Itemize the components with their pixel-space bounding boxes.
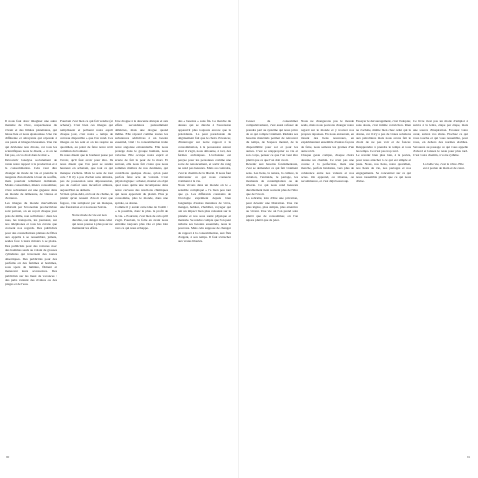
paragraph: Cesser de consommer compulsivement, c'est aussi refuser de prendre part au système qui nous prive de ce qui compte vraiment. Réduire ses besoins matériels permet de retrouver du temps, de l'espace mental, de la disponibilité pour soi et pour les autres. C'est se réapproprier sa vie et son corps, penser ce que l'on veut être plutôt que ce que l'on doit avoir. bbox=[246, 119, 298, 162]
paragraph: Si bien qu'au-delà, en bout de chaîne, le plaisir qu'on ressent d'avoir n'est que fugace, vite remplacé par un manque, une frustration et à nouveau l'envie. bbox=[60, 192, 113, 209]
paragraph: Les images du monde merveilleux véhiculé par l'économie productiviste sont partout, on en reçoit chaque jour près de mille, non sollicitées : dans les rues, les transports, les journaux, sur nos téléphones et tous les écrans que croisent nos regards. Des publicités pour des constellations plaines de filles aux apprêts à se ressembler, jamais, seules face à leurs miroirs à se plaire. Des publicités pour des voitures avec des hommes seuls au volant de grosses cylindrées qui traversent des routes désertiques. Des publicités pour des parfums où des femmes et hommes, sous spots de lumière, filment et menacent leurs accessoires. Des publicités sur les lieux de vacances : des pubs vantant des rivières ou des plages et de l'eau. bbox=[5, 200, 57, 287]
right-page-column-4 bbox=[413, 119, 468, 339]
page-number-left: 90 bbox=[6, 455, 10, 459]
page-gutter bbox=[238, 0, 239, 478]
pull-quote: La belle vie, c'est la vôtre. Elle est à portée de main et de cœur. bbox=[423, 161, 465, 170]
right-page-column-2 bbox=[301, 119, 354, 339]
paragraph: Il nous faut donc imaginer une autre manière de vivre, respectueuse du vivant et des limites planétaires, qui laisse lieu et nous épanouisse. Une vie différente et attrayante qui réponde à ces peurs et images blessantes. Une vie qui dévienne non dirons, car tous les scientifiques nous le disent, « si on ne fait pas, on va droit dans le mur ». bbox=[5, 119, 57, 158]
paragraph: des « besoins » sans fin. La marche du dessus qui se dérobe à l'ascension appauvrit plus toujours encore que la précédente. La peur paradoxale du dégrisement fait que le choix d'avancer, d'interroger sur notre rapport à la consommation, à la possession autour dont il s'agit, nous détourne, à tort, des fermes archaïques. L'ordonnée est perçue pour les personnes comme une sorte de renoncement, et sortir du rang ne rend pas heureux. Mais au contraire, c'est le chemin de la liberté. Il nous faut réinventer ce qui nous connecte vraiment à la vie. bbox=[178, 119, 231, 184]
left-page-column-4 bbox=[178, 119, 231, 339]
page-number-right: 91 bbox=[467, 455, 471, 459]
paragraph: La sobriété, loin d'être une privation, peut devenir une libération. Une vie plus légère, plus simple, plus attentive au vivant. Une vie où l'on prend soin plutôt que de consommer, où l'on répare plutôt que de jeter. bbox=[246, 196, 298, 222]
pull-quote: Notre mode de vie est non durable, son danger dans celui qui nous pousse à plus pour ne maintenir les effets. bbox=[72, 213, 113, 231]
paragraph: Essayer le découragement, c'est l'adopter, sans doute, c'est intime conviction. Rien ne s'achète, même bien chez celui qui la donne, car il n'y a pas de vraies solutions aux pétrolières mais nous avons fait le choix de ne pas voir et de foncer. Réapprendre à prendre le temps et tous les temps. Ce n'est pas trop tard. bbox=[356, 119, 411, 154]
left-page-column-3 bbox=[115, 119, 168, 339]
paragraph: Le revenir bien plus loin, à la portée, pour nous attacher à ce qui est simple et juste. Nous, nos liens, notre quotidien, nos lieux de vie, nos partages et nos engagements. Se concentrer sur ce qui nous rassemble plutôt que ce qui nous divise. bbox=[356, 153, 411, 184]
right-page-column-3 bbox=[356, 119, 411, 339]
paragraph: Comme il y aurait cette idée de l'oubli : « le possible, donc le plus. le profit de la vie. » Pourtant, c'est bien de cela qu'il s'agit. Pourtant, la folie en avant nous entraîne toujours plus vite et plus loin vers ce qui nous échappe. bbox=[115, 204, 168, 231]
paragraph: Découvrir lanalyse socialement de vente notre rapport à la production et à la consommation. Cela veut dire changer de mode de vie et prendre la tangente d'un modèle à bout de souffle, mais pourtant tellement dominant. Moins consommer, mieux consommer, vivre sobrement est une gageure dans un monde de démesure, de vitesse et d'errance. bbox=[5, 157, 57, 201]
paragraph: Chaque geste compte, chaque choix dessine un chemin. Ce n'est pas une course à la perfection, mais une marche, parfois hésitante, vers plus de cohérence entre nos valeurs et nos actes. On apprend, on tâtonne, on recommence, et c'est déjà beaucoup. bbox=[301, 153, 354, 184]
paragraph: Ce livre n'est pas un mode d'emploi à suivre à la lettre, étape par étape, mais une source d'inspiration. Ecoutez votre cœur, suivez vos élans. Piochez ce qui vous touche et qui vous ressemble, pour vous, en dehors des normes établies. Savourez au passage ce qui vous appelle d'abord et laissez le reste pour plus tard. C'est votre chemin, à votre rythme. bbox=[413, 119, 468, 158]
paragraph: Revenir aux besoins fondamentaux, c'est se demander ce qui fait vraiment sens. Les liens, la nature, la culture, la création, l'entraide, le partage, les moments de contemplation ou de rêverie. Ce qui nous rend heureux durablement tient souvent plus de l'être que de l'avoir. bbox=[246, 161, 298, 197]
right-page-column-1 bbox=[246, 119, 298, 339]
paragraph: Pourtant c'est bien ce qui fait vendre (et acheter). C'est bien ces images qui remplissent et polluent notre esprit chaque jour, c'est notre « temps de cerveau disponible » que l'on vend. Ces images on les sent et on les respire au quotidien, au point de faire notre récit commun du bonheur. bbox=[60, 119, 113, 154]
paragraph: Nous ne changerons pas le monde seuls, mais nous pouvons changer notre regard sur le monde et y trouver nos propres réponses. En nous entourant, en tissant des liens nouveaux, en expérimentant ensemble d'autres façons de faire, nous semons les graines d'un autre récit. bbox=[301, 119, 354, 154]
paragraph: Ils nous disent que le bonheur passe par l'avoir, qu'il faut avoir pour être. Ils nous disent que l'on peut se rendre heureux en achetant, que tout ce qui manque s'achète. Mais le sens de tout cela ? Il n'y a pas d'achat sans détruire, pas de possession sans dépossession, pas de confort sans inconfort ailleurs, aujourd'hui ou demain. bbox=[60, 153, 113, 192]
left-page-column-2 bbox=[60, 119, 113, 339]
paragraph: Une drogue à la descente abrupte et aux effets secondaires puissamment délétères, mais une drogue quand même. Elle répond comme toutes les substances addictives à un besoin essentiel, vital : la consommation traite notre angoisse existentielle. Elle nous protège dans le groupe humain, nous valorise. Elle occupe notre esprit et écarte de fait la peur de la mort. Et surtout, elle nous fait croire que nous sommes maîtres de nos destinées, qui contrôlons quelque chose, qu'on peut parfois faire acte de volonté. C'est physiologique : acheter, monter en objet quoi nous quitte une récompense dans notre cerveau des réactions chimiques qui nous apportent du plaisir. Plus je consomme, plus le monde, dans une spirale, se donne. bbox=[115, 119, 168, 205]
left-page-column-1 bbox=[5, 119, 57, 339]
paragraph: Nous vivons dans un monde où le « sensible compliqué » l'a bien peu tant que ça. Les différents constants de l'écologie expriment depuis bien longtemps d'autres manières de vivre, manger, habiter, s'habiller, voyager qui ont un impact bien plus raisonné sur la planète et nos sous santé physique et mentale. Se rendre compte que l'on peut réduire ses besoins essentiels, nous le pouvons. Mais cela suppose de changer de rapport à la consommation, aux flux d'argent, à son temps. Il faut s'attacher aux vraies libertés. bbox=[178, 183, 231, 244]
